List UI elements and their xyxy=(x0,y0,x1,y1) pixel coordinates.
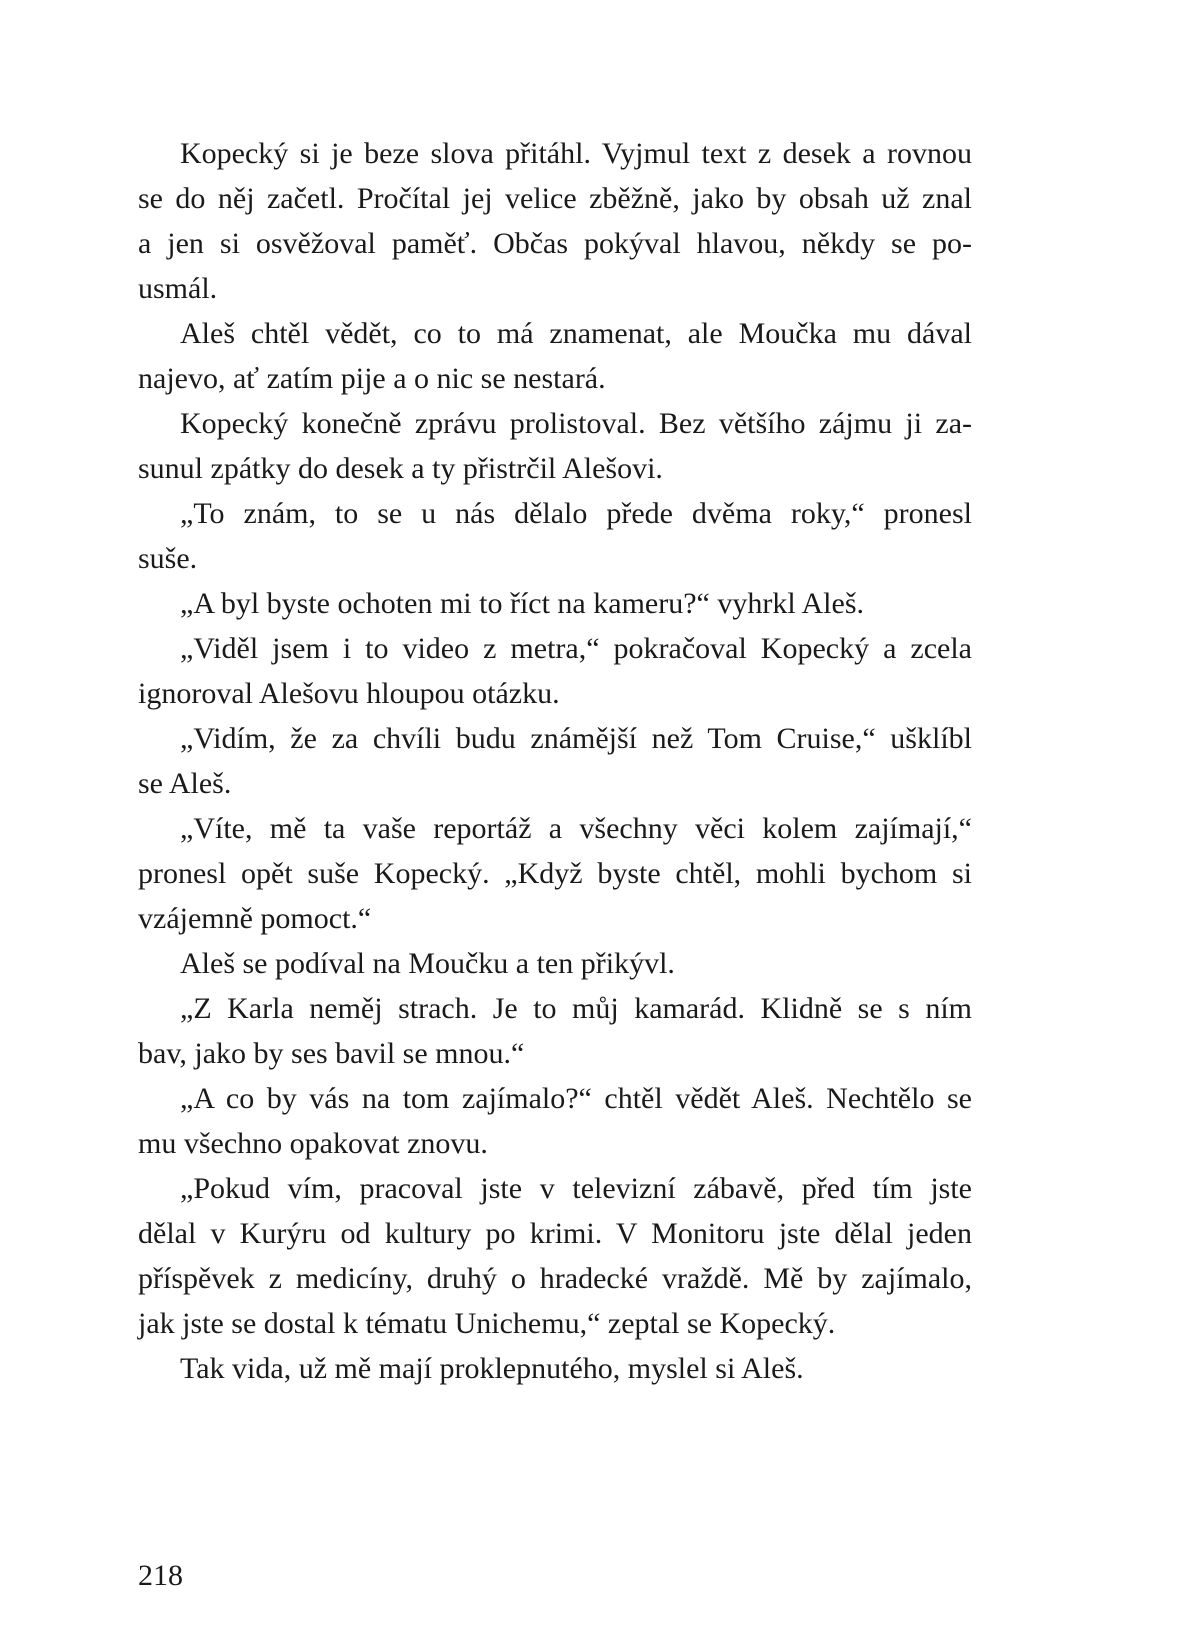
text-line: se Aleš. xyxy=(138,767,232,800)
text-line: příspěvek z medicíny, druhý o hradecké vraždě. Mě by zajímalo, xyxy=(138,1262,972,1295)
text-line: „A co by vás na tom zajímalo?“ chtěl vědět Aleš. Nechtělo se xyxy=(180,1082,972,1115)
text-line: „To znám, to se u nás dělalo přede dvěma roky,“ pronesl xyxy=(180,497,972,530)
text-line: Kopecký konečně zprávu prolistoval. Bez většího zájmu ji za- xyxy=(180,407,972,440)
text-line: sunul zpátky do desek a ty přistrčil Alešovi. xyxy=(138,452,663,485)
text-line: najevo, ať zatím pije a o nic se nestará. xyxy=(138,362,606,395)
text-line: Tak vida, už mě mají proklepnutého, myslel si Aleš. xyxy=(180,1352,804,1385)
text-line: „A byl byste ochoten mi to říct na kameru?“ vyhrkl Aleš. xyxy=(180,587,864,620)
text-line: Aleš se podíval na Moučku a ten přikývl. xyxy=(180,947,675,980)
text-line: ignoroval Alešovu hloupou otázku. xyxy=(138,677,560,710)
text-line: usmál. xyxy=(138,272,218,305)
text-line: bav, jako by ses bavil se mnou.“ xyxy=(138,1037,525,1070)
text-line: „Pokud vím, pracoval jste v televizní zábavě, před tím jste xyxy=(180,1172,972,1205)
text-line: suše. xyxy=(138,542,198,575)
text-line: Kopecký si je beze slova přitáhl. Vyjmul text z desek a rovnou xyxy=(180,137,972,170)
text-line: pronesl opět suše Kopecký. „Když byste chtěl, mohli bychom si xyxy=(138,857,972,890)
page-number: 218 xyxy=(138,1559,183,1592)
text-line: „Z Karla neměj strach. Je to můj kamarád. Klidně se s ním xyxy=(180,992,972,1025)
body-text xyxy=(138,131,972,1391)
text-line: „Víte, mě ta vaše reportáž a všechny věci kolem zajímají,“ xyxy=(180,812,972,845)
text-line: Aleš chtěl vědět, co to má znamenat, ale Moučka mu dával xyxy=(180,317,972,350)
text-line: a jen si osvěžoval paměť. Občas pokýval hlavou, někdy se po- xyxy=(138,227,972,260)
text-line: vzájemně pomoct.“ xyxy=(138,902,372,935)
text-line: mu všechno opakovat znovu. xyxy=(138,1127,488,1160)
text-line: „Viděl jsem i to video z metra,“ pokračoval Kopecký a zcela xyxy=(180,632,972,665)
text-line: jak jste se dostal k tématu Unichemu,“ zeptal se Kopecký. xyxy=(138,1307,836,1340)
text-line: „Vidím, že za chvíli budu známější než Tom Cruise,“ ušklíbl xyxy=(180,722,972,755)
text-line: se do něj začetl. Pročítal jej velice zběžně, jako by obsah už znal xyxy=(138,182,972,215)
text-line: dělal v Kurýru od kultury po krimi. V Monitoru jste dělal jeden xyxy=(138,1217,972,1250)
